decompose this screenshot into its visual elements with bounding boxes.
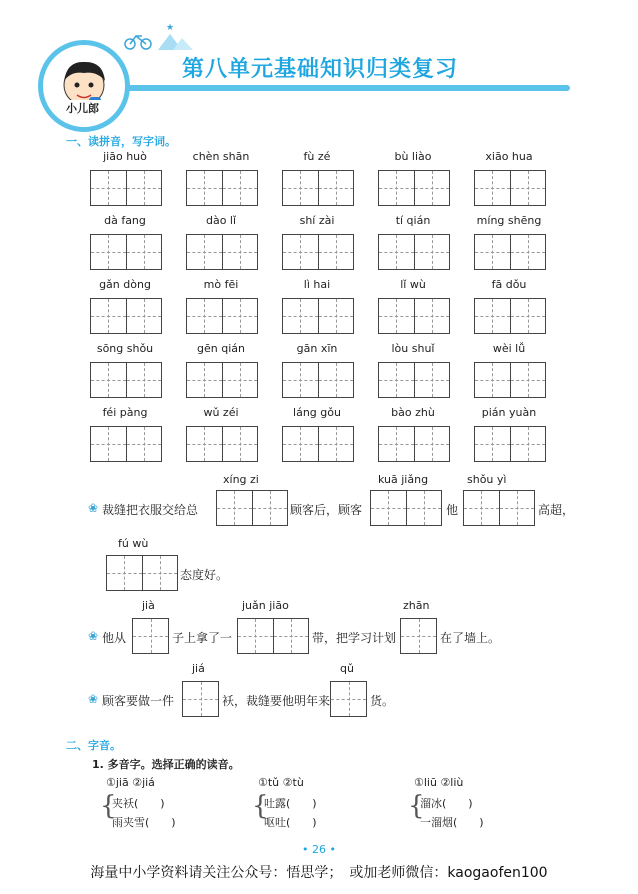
sentence3-text-c: 货。 xyxy=(370,694,395,708)
answer-box-shouyi[interactable] xyxy=(463,490,535,526)
grid-answer-box[interactable] xyxy=(282,426,354,462)
grid-pinyin: féi pàng xyxy=(102,406,148,419)
grid-pinyin: xiāo hua xyxy=(485,150,533,163)
grid-answer-box[interactable] xyxy=(378,234,450,270)
page-number: • 26 • xyxy=(302,843,336,856)
pinyin-juanjiao: juǎn jiāo xyxy=(242,599,289,612)
footer-text: 海量中小学资料请关注公众号：悟思学； 或加老师微信：kaogaofen100 xyxy=(90,865,548,881)
group1-word1: 夹袄( ) xyxy=(112,797,165,810)
grid-answer-box[interactable] xyxy=(186,426,258,462)
grid-pinyin: bào zhù xyxy=(391,406,435,419)
answer-box-jia2[interactable] xyxy=(182,681,219,717)
grid-pinyin: míng shēng xyxy=(476,214,542,227)
pinyin-xingzi: xíng zi xyxy=(223,473,259,486)
grid-pinyin: lǐ wù xyxy=(400,278,426,291)
sentence3-text-a: 顾客要做一件 xyxy=(102,694,175,708)
brace: { xyxy=(252,791,269,821)
grid-answer-box[interactable] xyxy=(186,234,258,270)
answer-box-jia[interactable] xyxy=(132,618,169,654)
group2-options: ①tǔ ②tù xyxy=(258,776,304,789)
grid-answer-box[interactable] xyxy=(282,298,354,334)
grid-answer-box[interactable] xyxy=(474,426,546,462)
sentence3-text-b: 袄，裁缝要他明年来 xyxy=(222,694,331,708)
sentence1-text-b: 顾客后，顾客 xyxy=(290,503,363,517)
grid-answer-box[interactable] xyxy=(282,362,354,398)
grid-pinyin: wǔ zéi xyxy=(203,406,239,419)
grid-pinyin: dào lǐ xyxy=(205,214,237,227)
grid-pinyin: mò fēi xyxy=(203,278,239,291)
page-title: 第八单元基础知识归类复习 xyxy=(181,57,458,82)
brace: { xyxy=(408,791,425,821)
group2-word1: 吐露( ) xyxy=(264,797,317,810)
flower-icon: ❀ xyxy=(88,501,99,515)
answer-box-juanjiao[interactable] xyxy=(237,618,309,654)
group1-options: ①jiā ②jiá xyxy=(106,776,155,789)
sentence2-text-d: 在了墙上。 xyxy=(440,631,501,645)
grid-answer-box[interactable] xyxy=(378,298,450,334)
mascot-avatar xyxy=(38,40,130,132)
sentence1-text-c: 他 xyxy=(446,503,459,517)
mascot-label: 小儿郎 xyxy=(66,102,99,115)
grid-answer-box[interactable] xyxy=(474,234,546,270)
brace: { xyxy=(100,791,117,821)
flower-icon: ❀ xyxy=(88,692,99,706)
pinyin-jia: jià xyxy=(142,599,155,612)
answer-box-qu[interactable] xyxy=(330,681,367,717)
grid-pinyin: jiāo huò xyxy=(103,150,147,163)
section2-subtitle: 1. 多音字。选择正确的读音。 xyxy=(92,758,240,771)
grid-pinyin: láng gǒu xyxy=(293,406,341,419)
sentence2-text-b: 子上拿了一 xyxy=(172,631,233,645)
grid-answer-box[interactable] xyxy=(90,170,162,206)
sentence2-text-c: 带，把学习计划 xyxy=(312,631,397,645)
grid-pinyin: gān xīn xyxy=(296,342,338,355)
pinyin-jia2: jiá xyxy=(192,662,205,675)
group2-word2: 呕吐( ) xyxy=(264,816,317,829)
grid-answer-box[interactable] xyxy=(90,298,162,334)
grid-answer-box[interactable] xyxy=(474,298,546,334)
group3-options: ①liū ②liù xyxy=(414,776,464,789)
grid-answer-box[interactable] xyxy=(90,426,162,462)
svg-text:★: ★ xyxy=(166,23,175,33)
grid-answer-box[interactable] xyxy=(378,362,450,398)
grid-pinyin: sōng shǒu xyxy=(96,342,154,355)
grid-answer-box[interactable] xyxy=(186,170,258,206)
answer-box-xingzi[interactable] xyxy=(216,490,288,526)
group3-word2: 一溜烟( ) xyxy=(420,816,484,829)
section1-title: 一、读拼音，写字词。 xyxy=(66,135,176,148)
grid-answer-box[interactable] xyxy=(282,234,354,270)
grid-answer-box[interactable] xyxy=(186,362,258,398)
grid-pinyin: fā dǒu xyxy=(491,278,527,291)
grid-pinyin: tí qián xyxy=(395,214,431,227)
group1-word2: 雨夹雪( ) xyxy=(112,816,176,829)
grid-pinyin: gēn qián xyxy=(197,342,245,355)
pinyin-zhan: zhān xyxy=(403,599,430,612)
sentence2-text-a: 他从 xyxy=(102,631,127,645)
grid-answer-box[interactable] xyxy=(90,362,162,398)
bicycle-mountain-icon xyxy=(118,22,198,52)
pinyin-shouyi: shǒu yì xyxy=(467,473,507,486)
grid-pinyin: pián yuàn xyxy=(481,406,537,419)
grid-answer-box[interactable] xyxy=(282,170,354,206)
grid-pinyin: shí zài xyxy=(299,214,335,227)
grid-answer-box[interactable] xyxy=(378,170,450,206)
pinyin-qu: qǔ xyxy=(340,662,354,675)
grid-answer-box[interactable] xyxy=(186,298,258,334)
grid-pinyin: lì hai xyxy=(303,278,331,291)
sentence1-text-e: 态度好。 xyxy=(180,568,229,582)
grid-answer-box[interactable] xyxy=(90,234,162,270)
answer-box-zhan[interactable] xyxy=(400,618,437,654)
grid-pinyin: chèn shān xyxy=(192,150,250,163)
pinyin-fuwu: fú wù xyxy=(118,537,149,550)
answer-box-fuwu[interactable] xyxy=(106,555,178,591)
sentence1-text-a: 裁缝把衣服交给总 xyxy=(102,503,199,517)
section2-title: 二、字音。 xyxy=(66,739,121,752)
grid-answer-box[interactable] xyxy=(378,426,450,462)
answer-box-kuajiang[interactable] xyxy=(370,490,442,526)
grid-pinyin: dà fang xyxy=(104,214,146,227)
flower-icon: ❀ xyxy=(88,629,99,643)
grid-pinyin: lòu shuǐ xyxy=(391,342,435,355)
grid-pinyin: bù liào xyxy=(394,150,432,163)
grid-pinyin: gǎn dòng xyxy=(99,278,151,291)
pinyin-kuajiang: kuā jiǎng xyxy=(378,473,429,486)
group3-word1: 溜冰( ) xyxy=(420,797,473,810)
grid-pinyin: fù zé xyxy=(303,150,331,163)
sentence1-text-d: 高超， xyxy=(538,503,575,517)
grid-answer-box[interactable] xyxy=(474,170,546,206)
grid-pinyin: wèi lǚ xyxy=(492,342,526,355)
grid-answer-box[interactable] xyxy=(474,362,546,398)
